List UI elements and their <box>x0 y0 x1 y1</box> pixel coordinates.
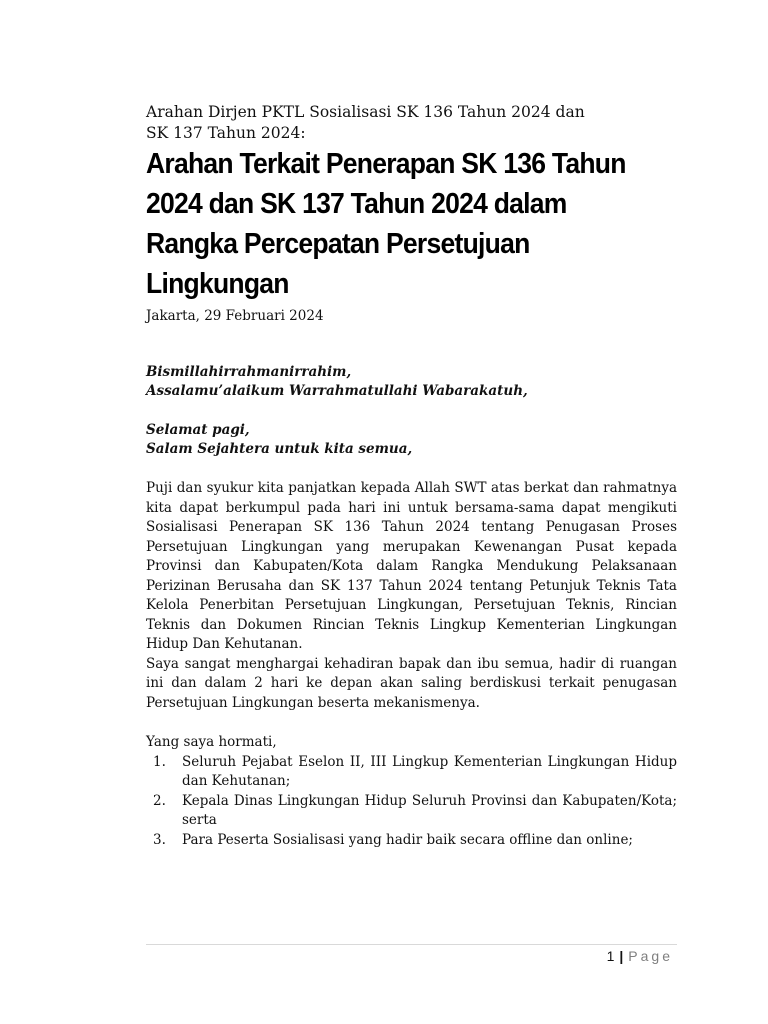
honorees-list <box>146 753 677 851</box>
page-label: Page <box>628 948 673 964</box>
list-item <box>146 792 677 831</box>
pre-title-line-1: Arahan Dirjen PKTL Sosialisasi SK 136 Tahun 2024 dan <box>146 103 585 121</box>
title-line-2: 2024 dan SK 137 Tahun 2024 dalam <box>146 188 567 220</box>
list-item-number: 2. <box>153 792 166 809</box>
list-item-text: Para Peserta Sosialisasi yang hadir baik secara offline dan online; <box>182 831 633 848</box>
title-line-3: Rangka Percepatan Persetujuan <box>146 228 530 260</box>
page-separator: | <box>619 948 624 964</box>
paragraph-gratitude: Puji dan syukur kita panjatkan kepada Allah SWT atas berkat dan rahmatnya kita dapat berkumpul pada hari ini untuk bersama-sama dapat mengikuti Sosialisasi Penerapan SK 136 Tahun 2024 tentang Penugasan Proses Persetujuan Lingkungan yang merupakan Kewenangan Pusat kepada Provinsi dan Kabupaten/Kota dalam Rangka Mendukung Pelaksanaan Perizinan Berusaha dan SK 137 Tahun 2024 tentang Petunjuk Teknis Tata Kelola Penerbitan Persetujuan Lingkungan, Persetujuan Teknis, Rincian Teknis dan Dokumen Rincian Teknis Lingkup Kementerian Lingkungan Hidup Dan Kehutanan. <box>146 480 677 652</box>
page-number: 1 <box>606 948 615 964</box>
list-item-number: 3. <box>153 831 166 848</box>
list-item <box>146 753 677 792</box>
title-line-4: Lingkungan <box>146 268 289 300</box>
list-item-text: Kepala Dinas Lingkungan Hidup Seluruh Provinsi dan Kabupaten/Kota; serta <box>182 792 677 828</box>
list-intro: Yang saya hormati, <box>146 734 277 750</box>
greeting-welfare: Salam Sejahtera untuk kita semua, <box>146 441 413 457</box>
document-title <box>146 144 677 304</box>
list-item <box>146 831 677 851</box>
paragraph-appreciation: Saya sangat menghargai kehadiran bapak dan ibu semua, hadir di ruangan ini dan dalam 2 hari ke depan akan saling berdiskusi terkait penugasan Persetujuan Lingkungan beserta mekanismenya. <box>146 655 677 711</box>
title-line-1: Arahan Terkait Penerapan SK 136 Tahun <box>146 148 626 180</box>
document-date: Jakarta, 29 Februari 2024 <box>146 308 324 324</box>
document-body <box>146 102 677 850</box>
greeting-bismillah: Bismillahirrahmanirrahim, <box>146 364 352 380</box>
greeting-salam: Assalamu’alaikum Warrahmatullahi Wabarakatuh, <box>146 383 528 399</box>
list-item-text: Seluruh Pejabat Eselon II, III Lingkup Kementerian Lingkungan Hidup dan Kehutanan; <box>182 753 677 789</box>
footer-divider <box>146 944 677 945</box>
list-item-number: 1. <box>153 753 166 770</box>
pre-title-line-2: SK 137 Tahun 2024: <box>146 124 306 142</box>
page-footer <box>607 946 673 966</box>
greeting-morning: Selamat pagi, <box>146 422 250 438</box>
